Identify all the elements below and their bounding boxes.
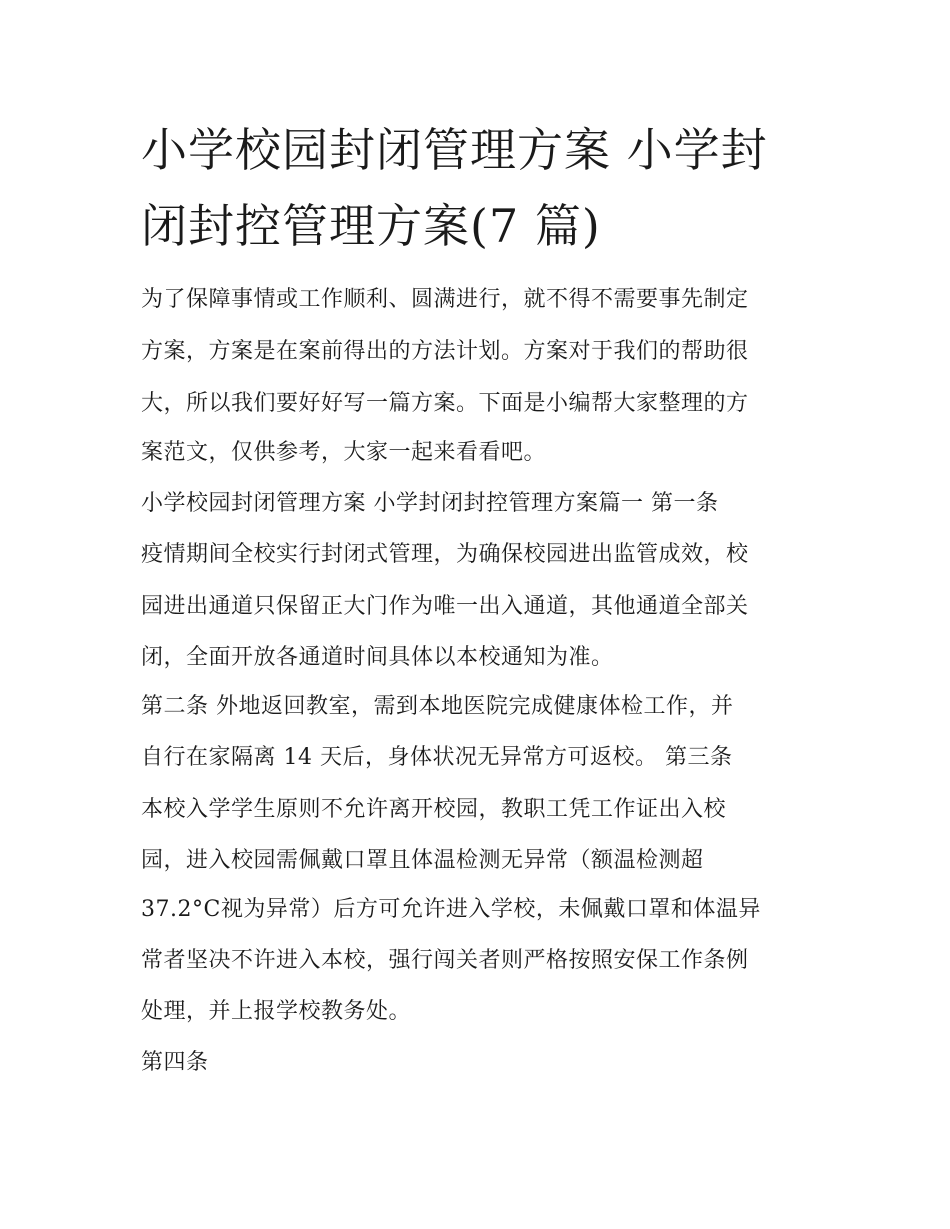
body-text-line: 大，所以我们要好好写一篇方案。下面是小编帮大家整理的方 — [141, 391, 749, 416]
body-text-line: 方案，方案是在案前得出的方法计划。方案对于我们的帮助很 — [141, 339, 749, 364]
body-text-line: 37.2°C视为异常）后方可允许进入学校，未佩戴口罩和体温异 — [141, 897, 761, 922]
body-text-line: 疫情期间全校实行封闭式管理，为确保校园进出监管成效，校 — [141, 542, 749, 567]
title-line: 小学校园封闭管理方案 小学封 — [141, 123, 768, 177]
body-text-line: 常者坚决不许进入本校，强行闯关者则严格按照安保工作条例 — [141, 948, 749, 973]
document-title — [141, 112, 841, 264]
body-text-line: 为了保障事情或工作顺利、圆满进行，就不得不需要事先制定 — [141, 287, 749, 312]
title-line: 闭封控管理方案(7 篇) — [141, 199, 601, 253]
body-text-line: 第二条 外地返回教室，需到本地医院完成健康体检工作，并 — [141, 694, 734, 719]
body-text-line: 第四条 — [141, 1050, 209, 1075]
body-text-line: 案范文，仅供参考，大家一起来看看吧。 — [141, 440, 547, 465]
body-text-line: 本校入学学生原则不允许离开校园，教职工凭工作证出入校 — [141, 797, 727, 822]
body-text-line: 闭，全面开放各通道时间具体以本校通知为准。 — [141, 645, 614, 670]
body-text-line: 园，进入校园需佩戴口罩且体温检测无异常（额温检测超 — [141, 848, 704, 873]
body-text-line: 处理，并上报学校教务处。 — [141, 999, 412, 1024]
body-text-line: 小学校园封闭管理方案 小学封闭封控管理方案篇一 第一条 — [141, 491, 719, 516]
body-text-line: 自行在家隔离 14 天后，身体状况无异常方可返校。 第三条 — [141, 745, 733, 770]
body-text-line: 园进出通道只保留正大门作为唯一出入通道，其他通道全部关 — [141, 594, 749, 619]
